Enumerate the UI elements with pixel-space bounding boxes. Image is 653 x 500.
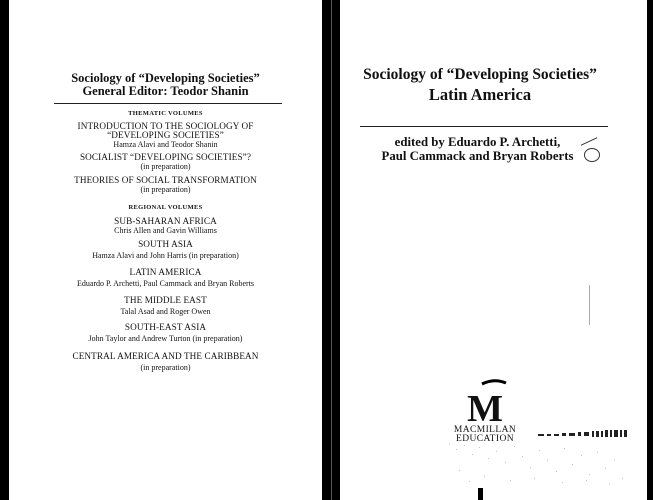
- regional-authors: Talal Asad and Roger Owen: [120, 307, 211, 316]
- scan-edge-right: [647, 0, 653, 500]
- regional-header: REGIONAL VOLUMES: [128, 204, 203, 211]
- thematic-title: INTRODUCTION TO THE SOCIOLOGY OF: [77, 121, 254, 131]
- scan-artifact-mark: [478, 488, 483, 500]
- publisher-name: MACMILLAN: [453, 425, 517, 435]
- regional-authors: John Taylor and Andrew Turton (in preparation): [88, 334, 243, 343]
- pen-scribble: [584, 148, 600, 162]
- library-barcode: [538, 430, 628, 438]
- book-title: Latin America: [428, 85, 532, 104]
- title-rule: [54, 103, 282, 104]
- gutter-line: [331, 0, 332, 500]
- thematic-status: (in preparation): [140, 185, 191, 194]
- series-page: [9, 0, 322, 500]
- thematic-title: SOCIALIST “DEVELOPING SOCIETIES”?: [79, 152, 252, 162]
- regional-title: SUB-SAHARAN AFRICA: [114, 216, 217, 226]
- publisher-imprint: EDUCATION: [456, 434, 514, 444]
- scan-noise: [444, 440, 629, 485]
- regional-title: THE MIDDLE EAST: [124, 295, 207, 305]
- regional-title: SOUTH ASIA: [138, 239, 193, 249]
- publisher-logo-letter: M: [467, 388, 503, 430]
- editors-line: edited by Eduardo P. Archetti,: [394, 135, 561, 149]
- book-series-title: Sociology of “Developing Societies”: [363, 66, 597, 83]
- scan-edge-left: [0, 0, 9, 500]
- regional-title: SOUTH-EAST ASIA: [124, 322, 207, 332]
- series-title: Sociology of “Developing Societies”: [71, 71, 260, 85]
- series-editor: General Editor: Teodor Shanin: [82, 84, 249, 98]
- editors-line: Paul Cammack and Bryan Roberts: [381, 149, 574, 163]
- scan-artifact-line: [589, 285, 590, 325]
- title-rule: [360, 126, 608, 127]
- regional-title: LATIN AMERICA: [129, 267, 202, 277]
- regional-title: CENTRAL AMERICA AND THE CARIBBEAN: [72, 351, 259, 361]
- regional-authors: Eduardo P. Archetti, Paul Cammack and Bryan Roberts: [76, 279, 255, 288]
- thematic-authors: Hamza Alavi and Teodor Shanin: [113, 140, 218, 149]
- thematic-header: THEMATIC VOLUMES: [128, 110, 203, 117]
- regional-status: (in preparation): [140, 363, 191, 372]
- publisher-swoosh-icon: [480, 377, 508, 387]
- thematic-title: THEORIES OF SOCIAL TRANSFORMATION: [74, 175, 257, 185]
- thematic-status: (in preparation): [140, 162, 191, 171]
- regional-authors: Chris Allen and Gavin Williams: [114, 226, 217, 235]
- title-page: [340, 0, 647, 500]
- regional-authors: Hamza Alavi and John Harris (in preparation): [92, 251, 239, 260]
- thematic-title: “DEVELOPING SOCIETIES”: [107, 130, 224, 140]
